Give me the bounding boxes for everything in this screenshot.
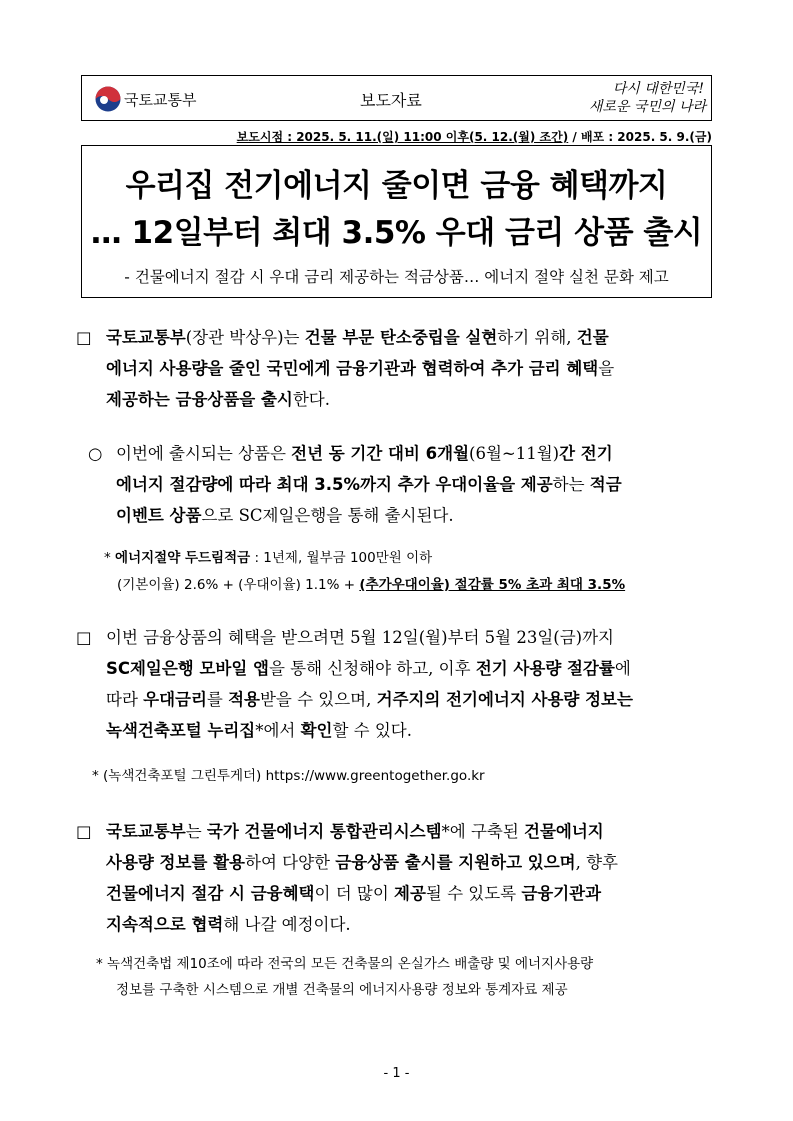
- section-3-line-3: 건물에너지 절감 시 금융혜택이 더 많이 제공될 수 있도록 금융기관과: [106, 884, 602, 903]
- section-3-line-2: 사용량 정보를 활용하여 다양한 금융상품 출시를 지원하고 있으며, 향후: [106, 853, 618, 872]
- section-1-sub-line-1: 이번에 출시되는 상품은 전년 동 기간 대비 6개월(6월~11월)간 전기: [116, 444, 613, 463]
- section-1-bullet: □: [76, 328, 92, 347]
- note-1-line-2: (기본이율) 2.6% + (우대이율) 1.1% + (추가우대이율) 절감률 5% 초과 최대 3.5%: [117, 577, 626, 593]
- section-3-bullet: □: [76, 822, 92, 841]
- section-1-sub-line-3: 이벤트 상품으로 SC제일은행을 통해 출시된다.: [116, 506, 454, 525]
- slogan-logo: [560, 78, 708, 118]
- section-2-line-1: 이번 금융상품의 혜택을 받으려면 5월 12일(월)부터 5월 23일(금)까지: [106, 628, 614, 647]
- note-3-line-1: * 녹색건축법 제10조에 따라 전국의 모든 건축물의 온실가스 배출량 및 에너지사용량: [96, 956, 594, 972]
- section-2-line-2: SC제일은행 모바일 앱을 통해 신청해야 하고, 이후 전기 사용량 절감률에: [106, 659, 631, 678]
- slogan-line-1: 다시 대한민국!: [612, 81, 704, 97]
- section-3-line-4: 지속적으로 협력해 나갈 예정이다.: [106, 915, 351, 934]
- note-3-line-2: 정보를 구축한 시스템으로 개별 건축물의 에너지사용량 정보와 통계자료 제공: [116, 982, 568, 998]
- distribution-date: / 배포 : 2025. 5. 9.(금): [568, 130, 712, 144]
- section-2-line-3: 따라 우대금리를 적용받을 수 있으며, 거주지의 전기에너지 사용량 정보는: [106, 690, 633, 709]
- section-1-sub-line-2: 에너지 절감량에 따라 최대 3.5%까지 추가 우대이율을 제공하는 적금: [116, 475, 622, 494]
- embargo-time: 보도시점 : 2025. 5. 11.(일) 11:00 이후(5. 12.(월) 조간): [236, 130, 569, 144]
- ministry-name: 국토교통부: [124, 91, 197, 109]
- subtitle: - 건물에너지 절감 시 우대 금리 제공하는 적금상품… 에너지 절약 실천 문화 제고: [124, 268, 669, 286]
- title-line-1: 우리집 전기에너지 줄이면 금융 혜택까지: [125, 168, 668, 204]
- slogan-line-2: 새로운 국민의 나라: [588, 99, 706, 115]
- section-2-line-4: 녹색건축포털 누리집*에서 확인할 수 있다.: [106, 721, 412, 740]
- section-2-bullet: □: [76, 628, 92, 647]
- note-1-line-1: * 에너지절약 두드림적금 : 1년제, 월부금 100만원 이하: [104, 550, 433, 566]
- section-1-line-1: 국토교통부(장관 박상우)는 건물 부문 탄소중립을 실현하기 위해, 건물: [106, 328, 609, 347]
- ministry-logo-icon: [95, 86, 121, 112]
- page-number: - 1 -: [383, 1066, 410, 1081]
- section-1-sub-bullet: ○: [88, 444, 103, 463]
- section-1-line-2: 에너지 사용량을 줄인 국민에게 금융기관과 협력하여 추가 금리 혜택을: [106, 359, 615, 378]
- section-1-line-3: 제공하는 금융상품을 출시한다.: [106, 390, 330, 409]
- embargo-line: [200, 128, 712, 145]
- press-release-label: 보도자료: [360, 91, 422, 110]
- note-2: * (녹색건축포털 그린투게더) https://www.greentogether.go.kr: [92, 768, 485, 784]
- title-line-2: … 12일부터 최대 3.5% 우대 금리 상품 출시: [90, 215, 703, 251]
- section-3-line-1: 국토교통부는 국가 건물에너지 통합관리시스템*에 구축된 건물에너지: [106, 822, 604, 841]
